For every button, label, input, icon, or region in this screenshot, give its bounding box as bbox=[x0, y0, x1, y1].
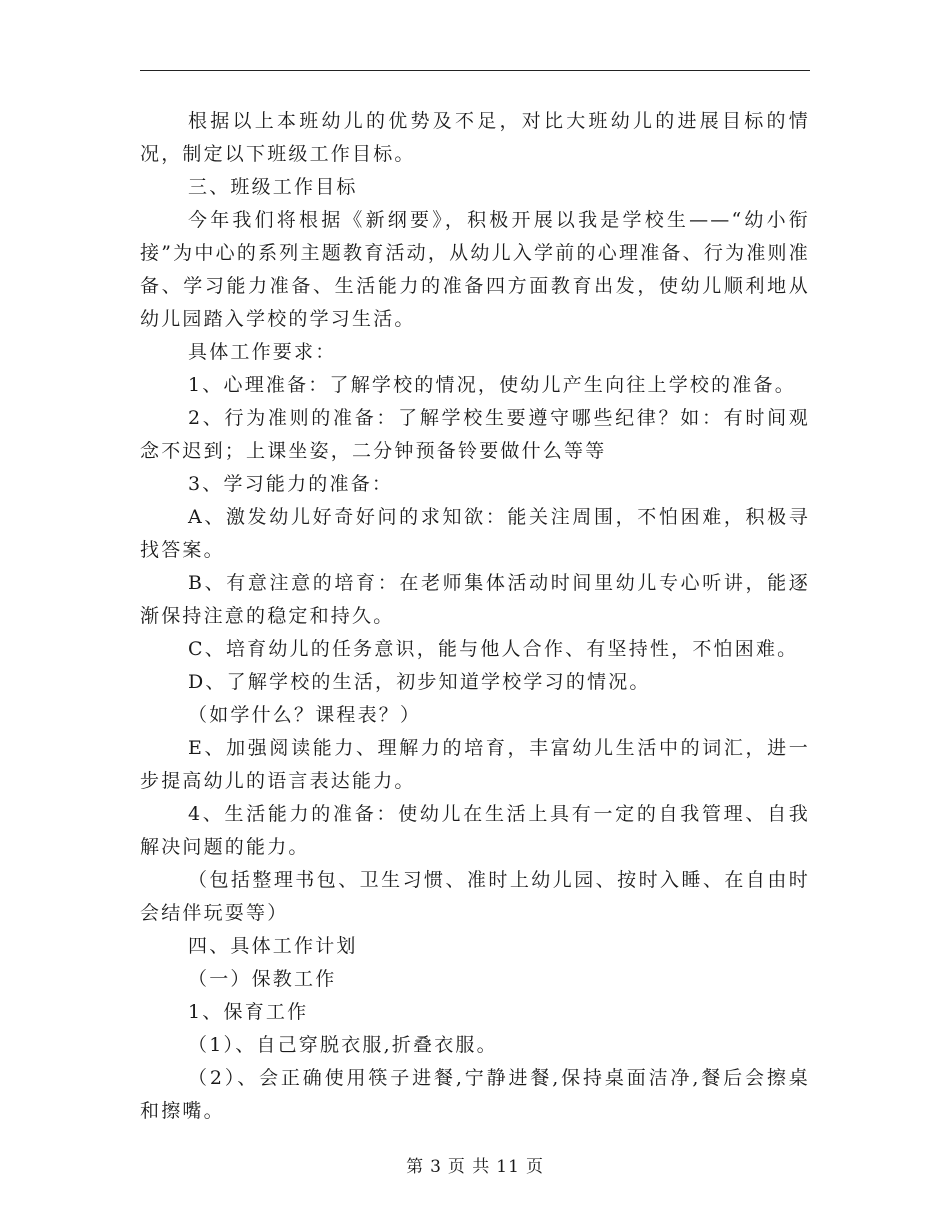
footer-middle: 页 共 bbox=[447, 1157, 491, 1177]
header-rule bbox=[140, 70, 810, 71]
list-item: 1、心理准备：了解学校的情况，使幼儿产生向往上学校的准备。 bbox=[188, 374, 796, 396]
list-item: 2、行为准则的准备：了解学校生要遵守哪些纪律？如：有时间观念不迟到；上课坐姿，二分钟预备铃要做什么等等 bbox=[140, 407, 810, 462]
document-body bbox=[140, 105, 810, 1128]
list-item: 3、学习能力的准备： bbox=[188, 473, 394, 495]
list-item: A、激发幼儿好奇好问的求知欲：能关注周围，不怕困难，积极寻找答案。 bbox=[140, 506, 810, 561]
paragraph: 今年我们将根据《新纲要》，积极开展以我是学校生——“幼小衔接”为中心的系列主题教育活动，从幼儿入学前的心理准备、行为准则准备、学习能力准备、生活能力的准备四方面教育出发，使幼儿顺利地从幼儿园踏入学校的学习生活。 bbox=[140, 209, 810, 330]
paragraph: （如学什么？课程表？） bbox=[188, 704, 422, 726]
list-item: 4、生活能力的准备：使幼儿在生活上具有一定的自我管理、自我解决问题的能力。 bbox=[140, 803, 810, 858]
list-item: （1）、自己穿脱衣服,折叠衣服。 bbox=[188, 1034, 498, 1056]
footer-prefix: 第 bbox=[406, 1157, 425, 1177]
paragraph: （包括整理书包、卫生习惯、准时上幼儿园、按时入睡、在自由时会结伴玩耍等） bbox=[140, 869, 810, 924]
paragraph: 具体工作要求： bbox=[188, 341, 337, 363]
subsection-heading: 1、保育工作 bbox=[188, 1001, 309, 1023]
page-footer bbox=[0, 1152, 950, 1177]
section-heading: 四、具体工作计划 bbox=[188, 935, 358, 957]
section-heading: 三、班级工作目标 bbox=[188, 176, 358, 198]
current-page-number: 3 bbox=[430, 1157, 442, 1177]
total-page-count: 11 bbox=[496, 1157, 520, 1177]
list-item: D、了解学校的生活，初步知道学校学习的情况。 bbox=[188, 671, 651, 693]
list-item: E、加强阅读能力、理解力的培育，丰富幼儿生活中的词汇，进一步提高幼儿的语言表达能力。 bbox=[140, 737, 810, 792]
subsection-heading: （一）保教工作 bbox=[188, 968, 337, 990]
footer-suffix: 页 bbox=[525, 1157, 544, 1177]
list-item: （2）、会正确使用筷子进餐,宁静进餐,保持桌面洁净,餐后会擦桌和擦嘴。 bbox=[140, 1067, 810, 1122]
paragraph: 根据以上本班幼儿的优势及不足，对比大班幼儿的进展目标的情况，制定以下班级工作目标。 bbox=[140, 110, 810, 165]
list-item: B、有意注意的培育：在老师集体活动时间里幼儿专心听讲，能逐渐保持注意的稳定和持久。 bbox=[140, 572, 810, 627]
list-item: C、培育幼儿的任务意识，能与他人合作、有坚持性，不怕困难。 bbox=[188, 638, 799, 660]
